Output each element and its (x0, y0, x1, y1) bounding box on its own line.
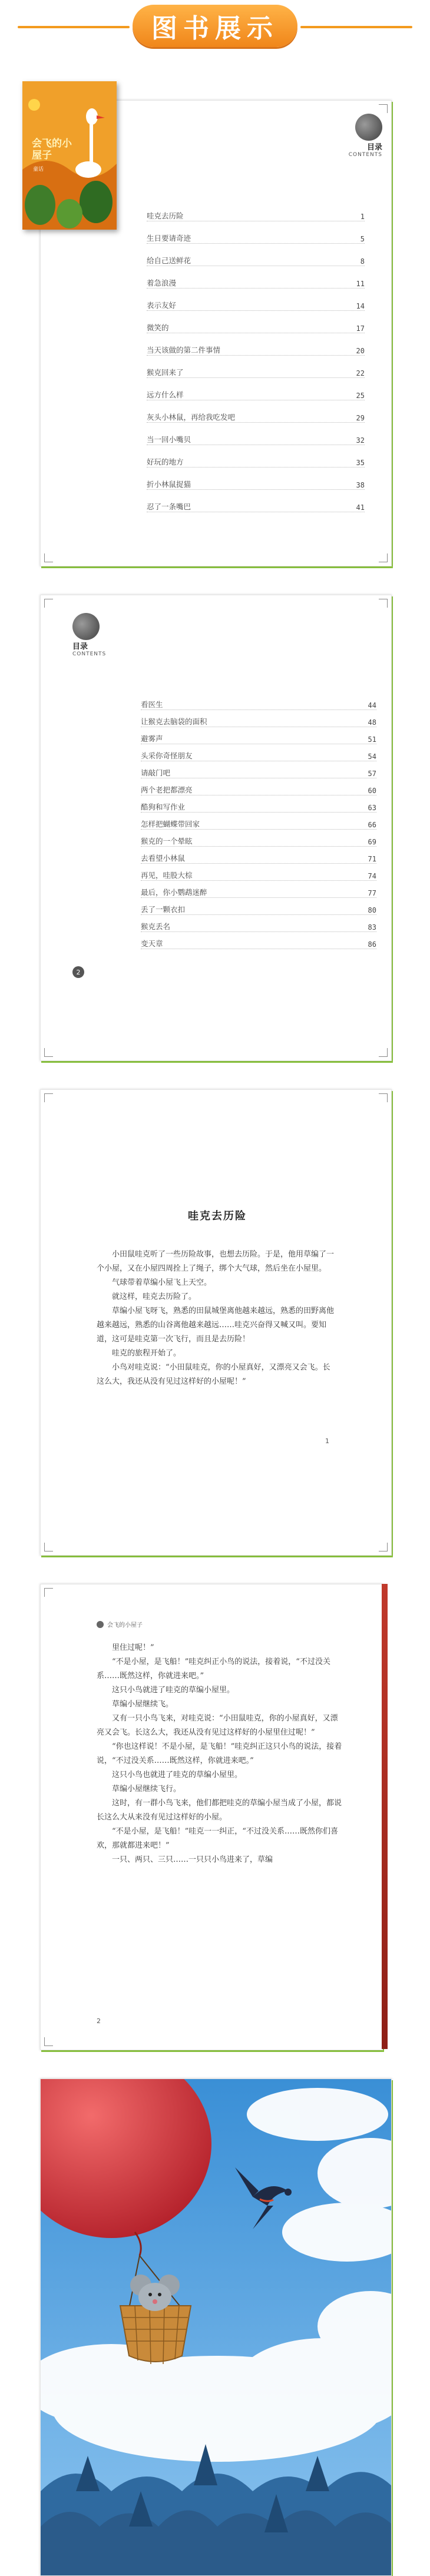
toc-entry-title: 两个老把都漂亮 (141, 784, 196, 795)
toc-entry-title: 最后，你小鹦鹉迷醉 (141, 887, 211, 897)
crop-mark (44, 2037, 53, 2046)
banner-title: 图书展示 (151, 14, 279, 44)
illustration-mouse-balloon (41, 2079, 391, 2575)
crop-mark (379, 1048, 388, 1057)
toc-label-en: CONTENTS (72, 651, 107, 657)
toc-entry-page: 44 (365, 701, 376, 710)
toc-entry-page: 51 (365, 735, 376, 744)
crop-mark (44, 1093, 53, 1102)
story-page-1 (40, 1089, 392, 1556)
toc-entry-page: 17 (353, 324, 365, 333)
toc-label: 目录 (366, 143, 382, 152)
toc-entry-title: 忍了一条嘴巴 (147, 501, 194, 512)
toc-entry-page: 66 (365, 821, 376, 829)
toc-entry (141, 798, 376, 813)
toc-entry-title: 变天章 (141, 938, 167, 949)
crop-mark (379, 599, 388, 608)
toc-entry (141, 832, 376, 847)
toc-entry-page: 1 (357, 213, 365, 221)
toc-entry-title: 好玩的地方 (147, 456, 187, 467)
toc-entry-title: 请敲门吧 (141, 767, 174, 778)
crop-mark (44, 1588, 53, 1597)
crop-mark (44, 1543, 53, 1551)
crop-mark (379, 1543, 388, 1551)
toc-entry-page: 63 (365, 804, 376, 812)
toc-entry-title: 着急浪漫 (147, 277, 180, 288)
page-number-badge: 2 (72, 966, 84, 978)
toc-entry-title: 哇克去历险 (147, 210, 187, 221)
toc-entry (141, 764, 376, 778)
toc-entry (147, 229, 365, 244)
toc-entry-page: 38 (353, 481, 365, 489)
toc-circle-icon (355, 114, 382, 141)
toc-entry (147, 498, 365, 512)
toc-entry-title: 当一回小嘴贝 (147, 434, 194, 445)
toc-entry-page: 48 (365, 718, 376, 727)
toc-entry-title: 让猴克去脑袋的面积 (141, 716, 211, 727)
toc-entry (147, 251, 365, 266)
toc-entry-page: 11 (353, 280, 365, 288)
toc-page-2 (40, 595, 392, 1061)
toc-entry (141, 849, 376, 864)
toc-entry (141, 866, 376, 881)
toc-heading (323, 114, 382, 158)
toc-entry-page: 60 (365, 787, 376, 795)
toc-entry-title: 当天该做的第二件事情 (147, 344, 224, 355)
toc-entry (141, 883, 376, 898)
toc-entry (141, 934, 376, 949)
toc-entry (147, 475, 365, 490)
running-header-text: 会飞的小屋子 (107, 1622, 143, 1629)
toc-entry (141, 695, 376, 710)
crop-mark (44, 1048, 53, 1057)
crop-mark (379, 1093, 388, 1102)
book-spine-edge (382, 1584, 388, 2049)
story-paragraph: 哇克的旅程开始了。 (112, 1349, 181, 1358)
toc-entry-title: 远方什么样 (147, 389, 187, 400)
toc-entry-page: 80 (365, 906, 376, 914)
toc-entry-title: 生日要请奇迹 (147, 233, 194, 243)
story-paragraph: 就这样，哇克去历险了。 (112, 1292, 197, 1301)
toc-label: 目录 (72, 642, 88, 651)
toc-entry-page: 86 (365, 940, 376, 949)
toc-entry-page: 14 (353, 302, 365, 310)
story-paragraph: 小田鼠哇克听了一些历险故事，也想去历险。于是，他用草编了一个小屋，又在小屋四周拴上了绳子，绑个大气球，然后坐在小屋里。 (97, 1250, 335, 1273)
toc-entry-page: 71 (365, 855, 376, 863)
running-header (97, 1620, 143, 1629)
banner-line-left (18, 26, 130, 28)
toc-entry-title: 折小林鼠捉猫 (147, 479, 194, 489)
banner-line-right (300, 26, 412, 28)
story-paragraph: “不是小屋，是飞船！”哇克纠正小鸟的说法，接着说，“不过没关系……既然这样，你就进来吧。” (97, 1657, 330, 1680)
toc-entry-title: 看医生 (141, 699, 167, 710)
toc-entry-title: 丢了一颗衣扣 (141, 904, 188, 914)
toc-entry-title: 灰头小林鼠，再给我吃发吧 (147, 412, 239, 422)
story-paragraph: “不是小屋，是飞船！”哇克一一纠正，“不过没关系……既然你们喜欢，那就都进来吧！” (97, 1827, 338, 1850)
page-number: 2 (97, 2017, 101, 2025)
story-paragraph: 里住过呢！” (112, 1643, 154, 1652)
toc-entry-title: 给自己送鲜花 (147, 255, 194, 266)
toc-entry (147, 207, 365, 221)
story-body (97, 1641, 344, 1867)
toc-entry-page: 69 (365, 838, 376, 846)
toc-entry (141, 917, 376, 932)
story-body (97, 1248, 335, 1389)
toc-entry-page: 35 (353, 459, 365, 467)
toc-entry (141, 730, 376, 744)
toc-entry-page: 5 (357, 235, 365, 243)
story-paragraph: 一只、两只、三只……一只只小鸟进来了，草编 (112, 1855, 273, 1864)
toc-list (147, 207, 365, 536)
story-paragraph: 这时，有一群小鸟飞来，他们都把哇克的草编小屋当成了小屋，都说长这么大从来没有见过这样好的小屋。 (97, 1799, 342, 1822)
toc-entry (147, 296, 365, 311)
toc-entry (147, 363, 365, 378)
toc-heading (72, 613, 106, 657)
toc-entry-page: 74 (365, 872, 376, 880)
story-title: 哇克去历险 (188, 1210, 247, 1222)
toc-entry-page: 32 (353, 436, 365, 445)
toc-entry-page: 54 (365, 752, 376, 761)
toc-entry (147, 274, 365, 289)
toc-entry (141, 781, 376, 795)
toc-entry-page: 22 (353, 369, 365, 377)
toc-entry-page: 41 (353, 503, 365, 512)
toc-entry (147, 386, 365, 400)
toc-label-en: CONTENTS (348, 152, 382, 158)
toc-list (141, 695, 376, 954)
story-paragraph: 这只小鸟就进了哇克的草编小屋里。 (112, 1686, 235, 1695)
section-banner (0, 0, 430, 65)
toc-entry-title: 怎样把蝴蝶带回家 (141, 818, 203, 829)
header-dot-icon (97, 1621, 104, 1628)
crop-mark (44, 599, 53, 608)
toc-entry (141, 815, 376, 830)
toc-entry (141, 712, 376, 727)
toc-entry-title: 猴克的一个晕眩 (141, 836, 196, 846)
toc-circle-icon (72, 613, 100, 640)
toc-entry (147, 319, 365, 333)
story-paragraph: 这只小鸟也就进了哇克的草编小屋里。 (112, 1771, 243, 1779)
toc-entry (141, 900, 376, 915)
book-cover (22, 81, 117, 230)
cover-subtitle: 童话 (33, 167, 44, 173)
toc-entry-page: 83 (365, 923, 376, 931)
crop-mark (44, 553, 53, 562)
toc-entry-page: 25 (353, 392, 365, 400)
banner-pill (133, 5, 297, 47)
story-page-2 (40, 1584, 383, 2050)
cover-title: 会飞的小屋子 (32, 138, 72, 161)
story-paragraph: 草编小屋继续飞。 (112, 1700, 174, 1709)
story-paragraph: 小鸟对哇克说：“小田鼠哇克，你的小屋真好，又漂亮又会飞。长这么大，我还从没有见过这样好的小屋呢！” (97, 1363, 330, 1386)
toc-entry-title: 酷狗和写作业 (141, 801, 188, 812)
story-paragraph: 草编小屋飞呀飞，熟悉的田鼠城堡离他越来越远，熟悉的田野离他越来越远，熟悉的山谷离他越来越远……哇克兴奋得又喊又叫。要知道，这可是哇克第一次飞行，而且是去历险！ (97, 1307, 335, 1344)
toc-entry-title: 避雾声 (141, 733, 167, 744)
toc-entry (141, 747, 376, 761)
illustration-page (40, 2078, 392, 2576)
toc-entry-page: 20 (353, 347, 365, 355)
toc-entry-page: 8 (357, 257, 365, 266)
toc-entry-title: 去看望小林鼠 (141, 853, 188, 863)
story-paragraph: 又有一只小鸟飞来，对哇克说：“小田鼠哇克，你的小屋真好，又漂亮又会飞。长这么大，我还从没有见过这样好的小屋里住过呢！” (97, 1714, 338, 1737)
toc-entry (147, 430, 365, 445)
toc-entry-title: 微笑的 (147, 322, 173, 333)
toc-entry-title: 猴克回来了 (147, 367, 187, 377)
toc-entry (147, 408, 365, 423)
story-paragraph: 草编小屋继续飞行。 (112, 1785, 181, 1793)
toc-entry-title: 头采你奇怪朋友 (141, 750, 196, 761)
toc-entry (147, 341, 365, 356)
page-number: 1 (325, 1437, 329, 1445)
toc-entry-page: 77 (365, 889, 376, 897)
toc-entry (147, 453, 365, 468)
toc-entry-title: 猴克丢名 (141, 921, 174, 931)
crop-mark (379, 104, 388, 113)
story-paragraph: “你也这样说！不是小屋，是飞船！”哇克纠正这只小鸟的说法，接着说，“不过没关系……既然这样，你就进来吧。” (97, 1742, 342, 1765)
crop-mark (379, 553, 388, 562)
story-paragraph: 气球带着草编小屋飞上天空。 (112, 1278, 212, 1287)
toc-entry-page: 29 (353, 414, 365, 422)
toc-entry-title: 再见，哇股大棕 (141, 870, 196, 880)
toc-entry-title: 表示友好 (147, 300, 180, 310)
toc-entry-page: 57 (365, 770, 376, 778)
